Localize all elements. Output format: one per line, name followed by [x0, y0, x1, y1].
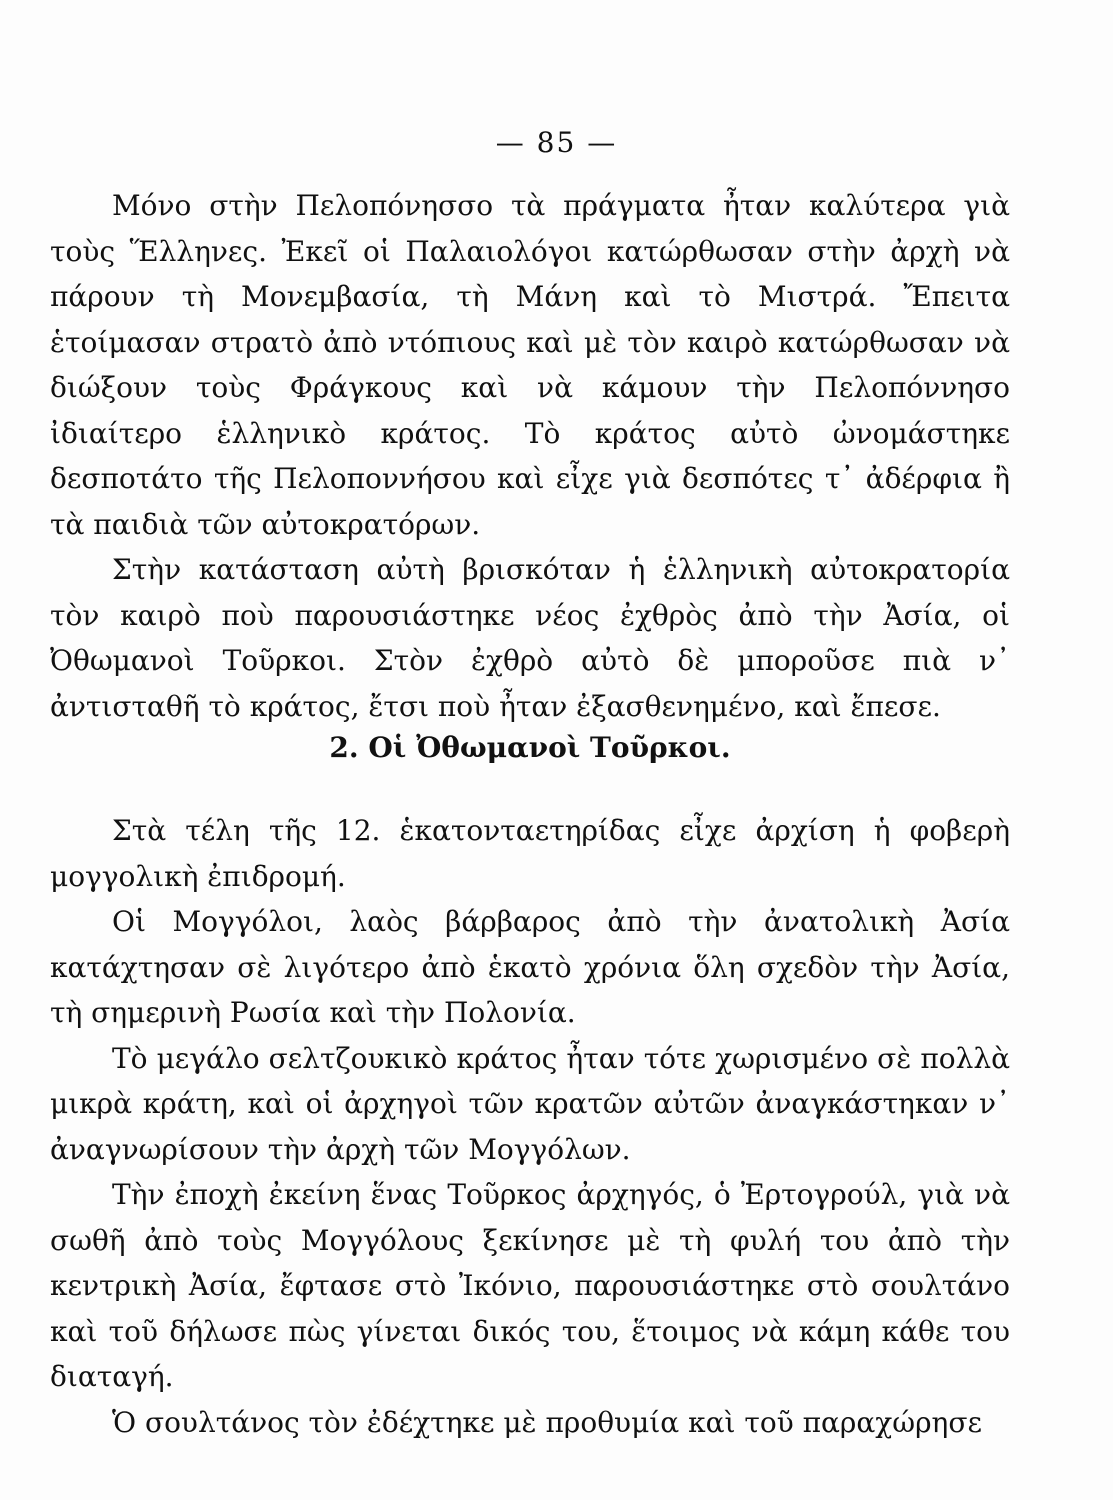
paragraph: Ὁ σουλτάνος τὸν ἐδέχτηκε μὲ προθυμία καὶ τοῦ παραχώρησε — [112, 1405, 982, 1439]
section-heading: 2. Οἱ Ὀθωμανοὶ Τοῦρκοι. — [329, 731, 731, 764]
paragraph: Τὴν ἐποχὴ ἐκείνη ἕνας Τοῦρκος ἀρχηγός, ὁ Ἐρτογρούλ, γιὰ νὰ σωθῆ ἀπὸ τοὺς Μογγόλους ξεκίνησε μὲ τὴ φυλή του ἀπὸ τὴν κεντρικὴ Ἀσία, ἔφτασε στὸ Ἰκόνιο, παρουσιάστηκε στὸ σουλτάνο καὶ τοῦ δήλωσε πὼς γίνεται δικός του, ἕτοιμος νὰ κάμη κάθε του διαταγή. — [50, 1178, 1010, 1393]
paragraph: Μόνο στὴν Πελοπόνησσο τὰ πράγματα ἦταν καλύτερα γιὰ τοὺς Ἕλληνες. Ἐκεῖ οἱ Παλαιολόγοι κατώρθωσαν στὴν ἀρχὴ νὰ πάρουν τὴ Μονεμβασία, τὴ Μάνη καὶ τὸ Μιστρά. Ἔπειτα ἑτοίμασαν στρατὸ ἀπὸ ντόπιους καὶ μὲ τὸν καιρὸ κατώρθωσαν νὰ διώξουν τοὺς Φράγκους καὶ νὰ κάμουν τὴν Πελοπόννησο ἰδιαίτερο ἑλληνικὸ κράτος. Τὸ κράτος αὐτὸ ὠνομάστηκε δεσποτάτο τῆς Πελοποννήσου καὶ εἶχε γιὰ δεσπότες τ᾿ ἀδέρφια ἢ τὰ παιδιὰ τῶν αὐτοκρατόρων. — [50, 189, 1010, 541]
section-2-text — [50, 808, 1010, 1445]
paragraph: Τὸ μεγάλο σελτζουκικὸ κράτος ἦταν τότε χωρισμένο σὲ πολλὰ μικρὰ κράτη, καὶ οἱ ἀρχηγοὶ τῶν κρατῶν αὐτῶν ἀναγκάστηκαν ν᾿ ἀναγνωρίσουν τὴν ἀρχὴ τῶν Μογγόλων. — [50, 1041, 1010, 1166]
paragraph: Οἱ Μογγόλοι, λαὸς βάρβαρος ἀπὸ τὴν ἀνατολικὴ Ἀσία κατάχτησαν σὲ λιγότερο ἀπὸ ἑκατὸ χρόνια ὅλη σχεδὸν τὴν Ἀσία, τὴ σημερινὴ Ρωσία καὶ τὴν Πολονία. — [50, 905, 1010, 1029]
section-1-text — [50, 183, 1010, 729]
paragraph: Στὰ τέλη τῆς 12. ἑκατονταετηρίδας εἶχε ἀρχίση ἡ φοβερὴ μογγολικὴ ἐπιδρομή. — [50, 814, 1010, 893]
section-2-heading-wrap — [50, 725, 1010, 771]
page-number: — 85 — — [495, 126, 618, 159]
paragraph: Στὴν κατάσταση αὐτὴ βρισκόταν ἡ ἑλληνικὴ αὐτοκρατορία τὸν καιρὸ ποὺ παρουσιάστηκε νέος ἐχθρὸς ἀπὸ τὴν Ἀσία, οἱ Ὀθωμανοὶ Τοῦρκοι. Στὸν ἐχθρὸ αὐτὸ δὲ μποροῦσε πιὰ ν᾿ ἀντισταθῆ τὸ κράτος, ἔτσι ποὺ ἦταν ἐξασθενημένο, καὶ ἔπεσε. — [50, 553, 1010, 723]
